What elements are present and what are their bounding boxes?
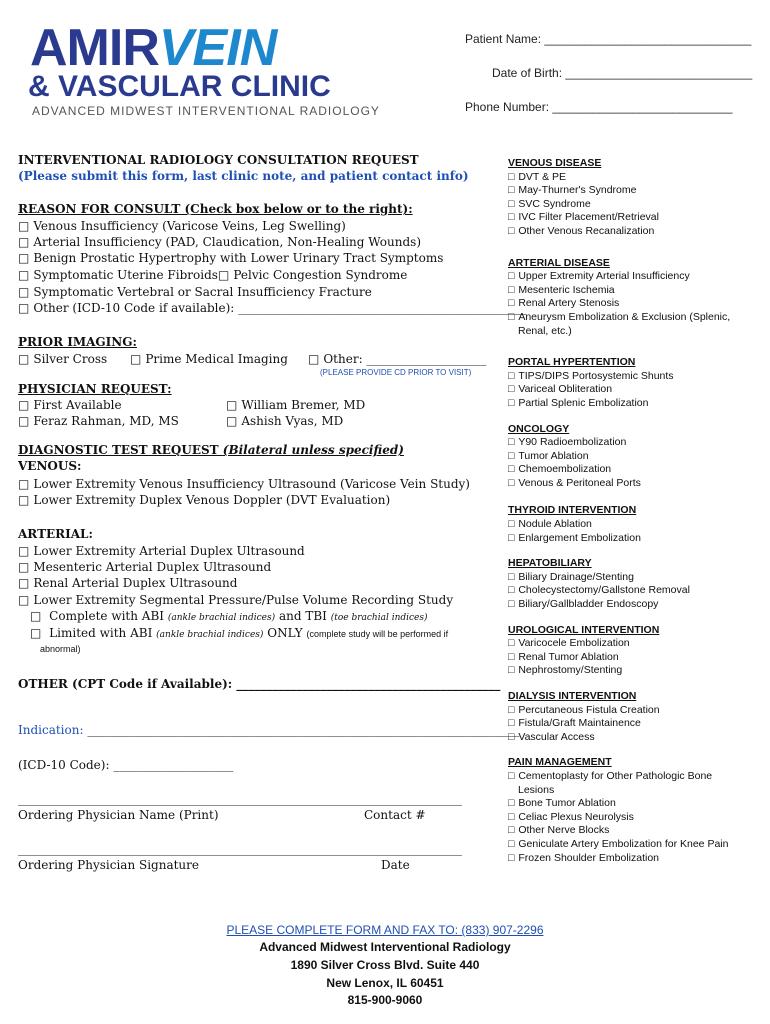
service-checkbox[interactable]: □ Cementoplasty for Other Pathologic Bone [508,770,758,784]
service-checkbox[interactable]: □ Percutaneous Fistula Creation [508,704,758,718]
service-section-header: PORTAL HYPERTENTION [508,356,636,369]
reason-checkbox[interactable]: □ Benign Prostatic Hypertrophy with Lower Urinary Tract Symptoms [18,250,443,266]
service-checkbox[interactable]: □ Variceal Obliteration [508,383,758,397]
service-checkbox[interactable]: □ Biliary/Gallbladder Endoscopy [508,598,758,612]
form-title: INTERVENTIONAL RADIOLOGY CONSULTATION REQUEST [18,153,419,167]
physician-name-line[interactable]: __________________________________________________________________________ [18,792,462,806]
service-section-header: THYROID INTERVENTION [508,504,637,517]
arterial-checkbox[interactable]: □ Lower Extremity Segmental Pressure/Pulse Volume Recording Study [18,592,453,608]
reason-header: REASON FOR CONSULT (Check box below or to the right): [18,202,413,216]
arterial-checkbox[interactable]: □ Renal Arterial Duplex Ultrasound [18,575,237,591]
arterial-header: ARTERIAL: [18,527,93,541]
logo-brand-b: VEIN [158,19,277,77]
service-section [508,157,758,239]
service-section-header: HEPATOBILIARY [508,557,592,570]
physician-signature-line[interactable]: __________________________________________________________________________ [18,842,462,856]
abi-limited-note: (ankle brachial indices) [156,630,264,640]
service-checkbox[interactable]: □ Geniculate Artery Embolization for Knee Pain [508,838,758,852]
service-section [508,557,758,611]
indication-field[interactable]: ________________________________________________________________________ [87,723,520,737]
reason-checkbox[interactable]: □ Pelvic Congestion Syndrome [218,267,407,283]
service-checkbox[interactable]: □ Y90 Radioembolization [508,436,758,450]
service-checkbox[interactable]: □ Fistula/Graft Maintainence [508,717,758,731]
footer-org: Advanced Midwest Interventional Radiology [259,940,511,954]
service-checkbox[interactable]: □ Mesenteric Ischemia [508,284,758,298]
service-checkbox[interactable]: □ Cholecystectomy/Gallstone Removal [508,584,758,598]
service-checkbox[interactable]: □ Frozen Shoulder Embolization [508,852,758,866]
service-checkbox[interactable]: □ Upper Extremity Arterial Insufficiency [508,270,758,284]
diagnostic-header-text: DIAGNOSTIC TEST REQUEST [18,443,219,457]
patient-name-field[interactable]: Patient Name: _______________________________ [465,32,752,46]
physician-checkbox[interactable]: □ Feraz Rahman, MD, MS [18,413,179,429]
abi-complete-checkbox[interactable] [30,608,428,626]
imaging-header: PRIOR IMAGING: [18,335,137,349]
reason-checkbox[interactable]: □ Venous Insufficiency (Varicose Veins, Leg Swelling) [18,218,346,234]
reason-other-field[interactable]: □ Other (ICD-10 Code if available): ________________________________________________ [18,300,526,316]
imaging-checkbox[interactable]: □ Silver Cross [18,351,107,367]
service-checkbox[interactable]: □ SVC Syndrome [508,198,758,212]
footer-phone: 815-900-9060 [347,993,423,1007]
reason-checkbox[interactable]: □ Symptomatic Uterine Fibroids [18,267,218,283]
service-section-header: UROLOGICAL INTERVENTION [508,623,660,636]
logo-subtitle: & VASCULAR CLINIC [28,70,331,103]
physician-header: PHYSICIAN REQUEST: [18,382,172,396]
service-checkbox[interactable]: □ Nephrostomy/Stenting [508,664,758,678]
abi-limited-checkbox[interactable] [30,625,448,643]
diagnostic-header [18,442,404,458]
service-checkbox[interactable]: □ IVC Filter Placement/Retrieval [508,211,758,225]
physician-checkbox[interactable]: □ First Available [18,397,122,413]
diagnostic-header-note: (Bilateral unless specified) [222,443,404,457]
service-checkbox[interactable]: □ Enlargement Embolization [508,532,758,546]
date-label: Date [381,858,410,872]
service-checkbox[interactable]: □ Partial Splenic Embolization [508,397,758,411]
service-checkbox[interactable]: □ May-Thurner's Syndrome [508,184,758,198]
service-section [508,504,758,545]
indication-label: Indication: [18,723,84,737]
service-section [508,257,758,339]
ordering-name-label: Ordering Physician Name (Print) [18,808,219,822]
abi-limited-condition: (complete study will be performed if [306,629,449,639]
footer-address: 1890 Silver Cross Blvd. Suite 440 [290,958,480,972]
service-section [508,624,758,678]
service-checkbox[interactable]: □ Renal Tumor Ablation [508,651,758,665]
abi-limited-condition-cont: abnormal) [40,644,81,654]
imaging-checkbox[interactable]: □ Prime Medical Imaging [130,351,288,367]
service-section [508,423,758,491]
service-checkbox[interactable]: □ Bone Tumor Ablation [508,797,758,811]
service-checkbox[interactable]: □ Chemoembolization [508,463,758,477]
abi-complete-tbi: and TBI [278,609,327,623]
service-checkbox[interactable]: □ DVT & PE [508,171,758,185]
ordering-signature-label: Ordering Physician Signature [18,858,200,872]
logo-tagline: ADVANCED MIDWEST INTERVENTIONAL RADIOLOGY [32,104,380,118]
service-checkbox[interactable]: □ Biliary Drainage/Stenting [508,571,758,585]
service-checkbox[interactable]: □ Nodule Ablation [508,518,758,532]
dob-field[interactable]: Date of Birth: ____________________________ [492,66,753,80]
service-section-header: PAIN MANAGEMENT [508,756,612,769]
abi-limited-label: Limited with ABI [49,626,153,640]
service-section-header: ONCOLOGY [508,422,570,435]
imaging-note: (PLEASE PROVIDE CD PRIOR TO VISIT) [320,368,472,377]
physician-checkbox[interactable]: □ Ashish Vyas, MD [226,413,343,429]
arterial-checkbox[interactable]: □ Mesenteric Arterial Duplex Ultrasound [18,559,271,575]
abi-limited-only: ONLY [267,626,303,640]
icd-code-field[interactable]: (ICD-10 Code): ____________________ [18,758,234,772]
service-section-header: DIALYSIS INTERVENTION [508,690,637,702]
venous-header: VENOUS: [18,459,82,473]
service-section [508,690,758,744]
form-subtitle: (Please submit this form, last clinic note, and patient contact info) [18,169,469,183]
venous-checkbox[interactable]: □ Lower Extremity Duplex Venous Doppler (DVT Evaluation) [18,492,390,508]
contact-label: Contact # [364,808,426,822]
service-checkbox[interactable]: □ Other Nerve Blocks [508,824,758,838]
service-checkbox[interactable]: □ Celiac Plexus Neurolysis [508,811,758,825]
logo-brand-a: AMIR [30,19,159,77]
reason-checkbox[interactable]: □ Symptomatic Vertebral or Sacral Insufficiency Fracture [18,284,372,300]
service-section [508,756,758,865]
arterial-checkbox[interactable]: □ Lower Extremity Arterial Duplex Ultrasound [18,543,305,559]
service-item-continued: Renal, etc.) [518,324,572,337]
abi-complete-label: Complete with ABI [49,609,165,623]
service-checkbox[interactable]: □ TIPS/DIPS Portosystemic Shunts [508,370,758,384]
service-checkbox[interactable]: □ Vascular Access [508,731,758,745]
service-checkbox[interactable]: □ Renal Artery Stenosis [508,297,758,311]
service-section-header: VENOUS DISEASE [508,157,602,169]
service-item-continued: Lesions [518,783,555,796]
service-section-header: ARTERIAL DISEASE [508,256,610,269]
abi-complete-note: (ankle brachial indices) [167,613,276,623]
service-checkbox[interactable]: □ Venous & Peritoneal Ports [508,477,758,491]
indication-row [18,722,519,738]
fax-instruction: PLEASE COMPLETE FORM AND FAX TO: (833) 907-2296 [226,923,544,937]
abi-complete-tbi-note: (toe brachial indices) [330,613,428,623]
imaging-other-field[interactable]: □ Other: ____________________ [308,351,486,367]
venous-checkbox[interactable]: □ Lower Extremity Venous Insufficiency Ultrasound (Varicose Vein Study) [18,476,470,492]
clinic-logo [24,18,416,118]
service-checkbox[interactable]: □ Other Venous Recanalization [508,225,758,239]
service-checkbox[interactable]: □ Tumor Ablation [508,450,758,464]
reason-checkbox[interactable]: □ Arterial Insufficiency (PAD, Claudication, Non-Healing Wounds) [18,234,421,250]
phone-field[interactable]: Phone Number: ___________________________ [465,100,733,114]
service-section [508,356,758,410]
services-list [508,145,758,865]
footer-city: New Lenox, IL 60451 [326,976,444,990]
physician-checkbox[interactable]: □ William Bremer, MD [226,397,365,413]
service-checkbox[interactable]: □ Aneurysm Embolization & Exclusion (Splenic, [508,311,758,325]
service-checkbox[interactable]: □ Varicocele Embolization [508,637,758,651]
other-cpt-field[interactable]: OTHER (CPT Code if Available): ____________________________________________ [18,677,501,691]
